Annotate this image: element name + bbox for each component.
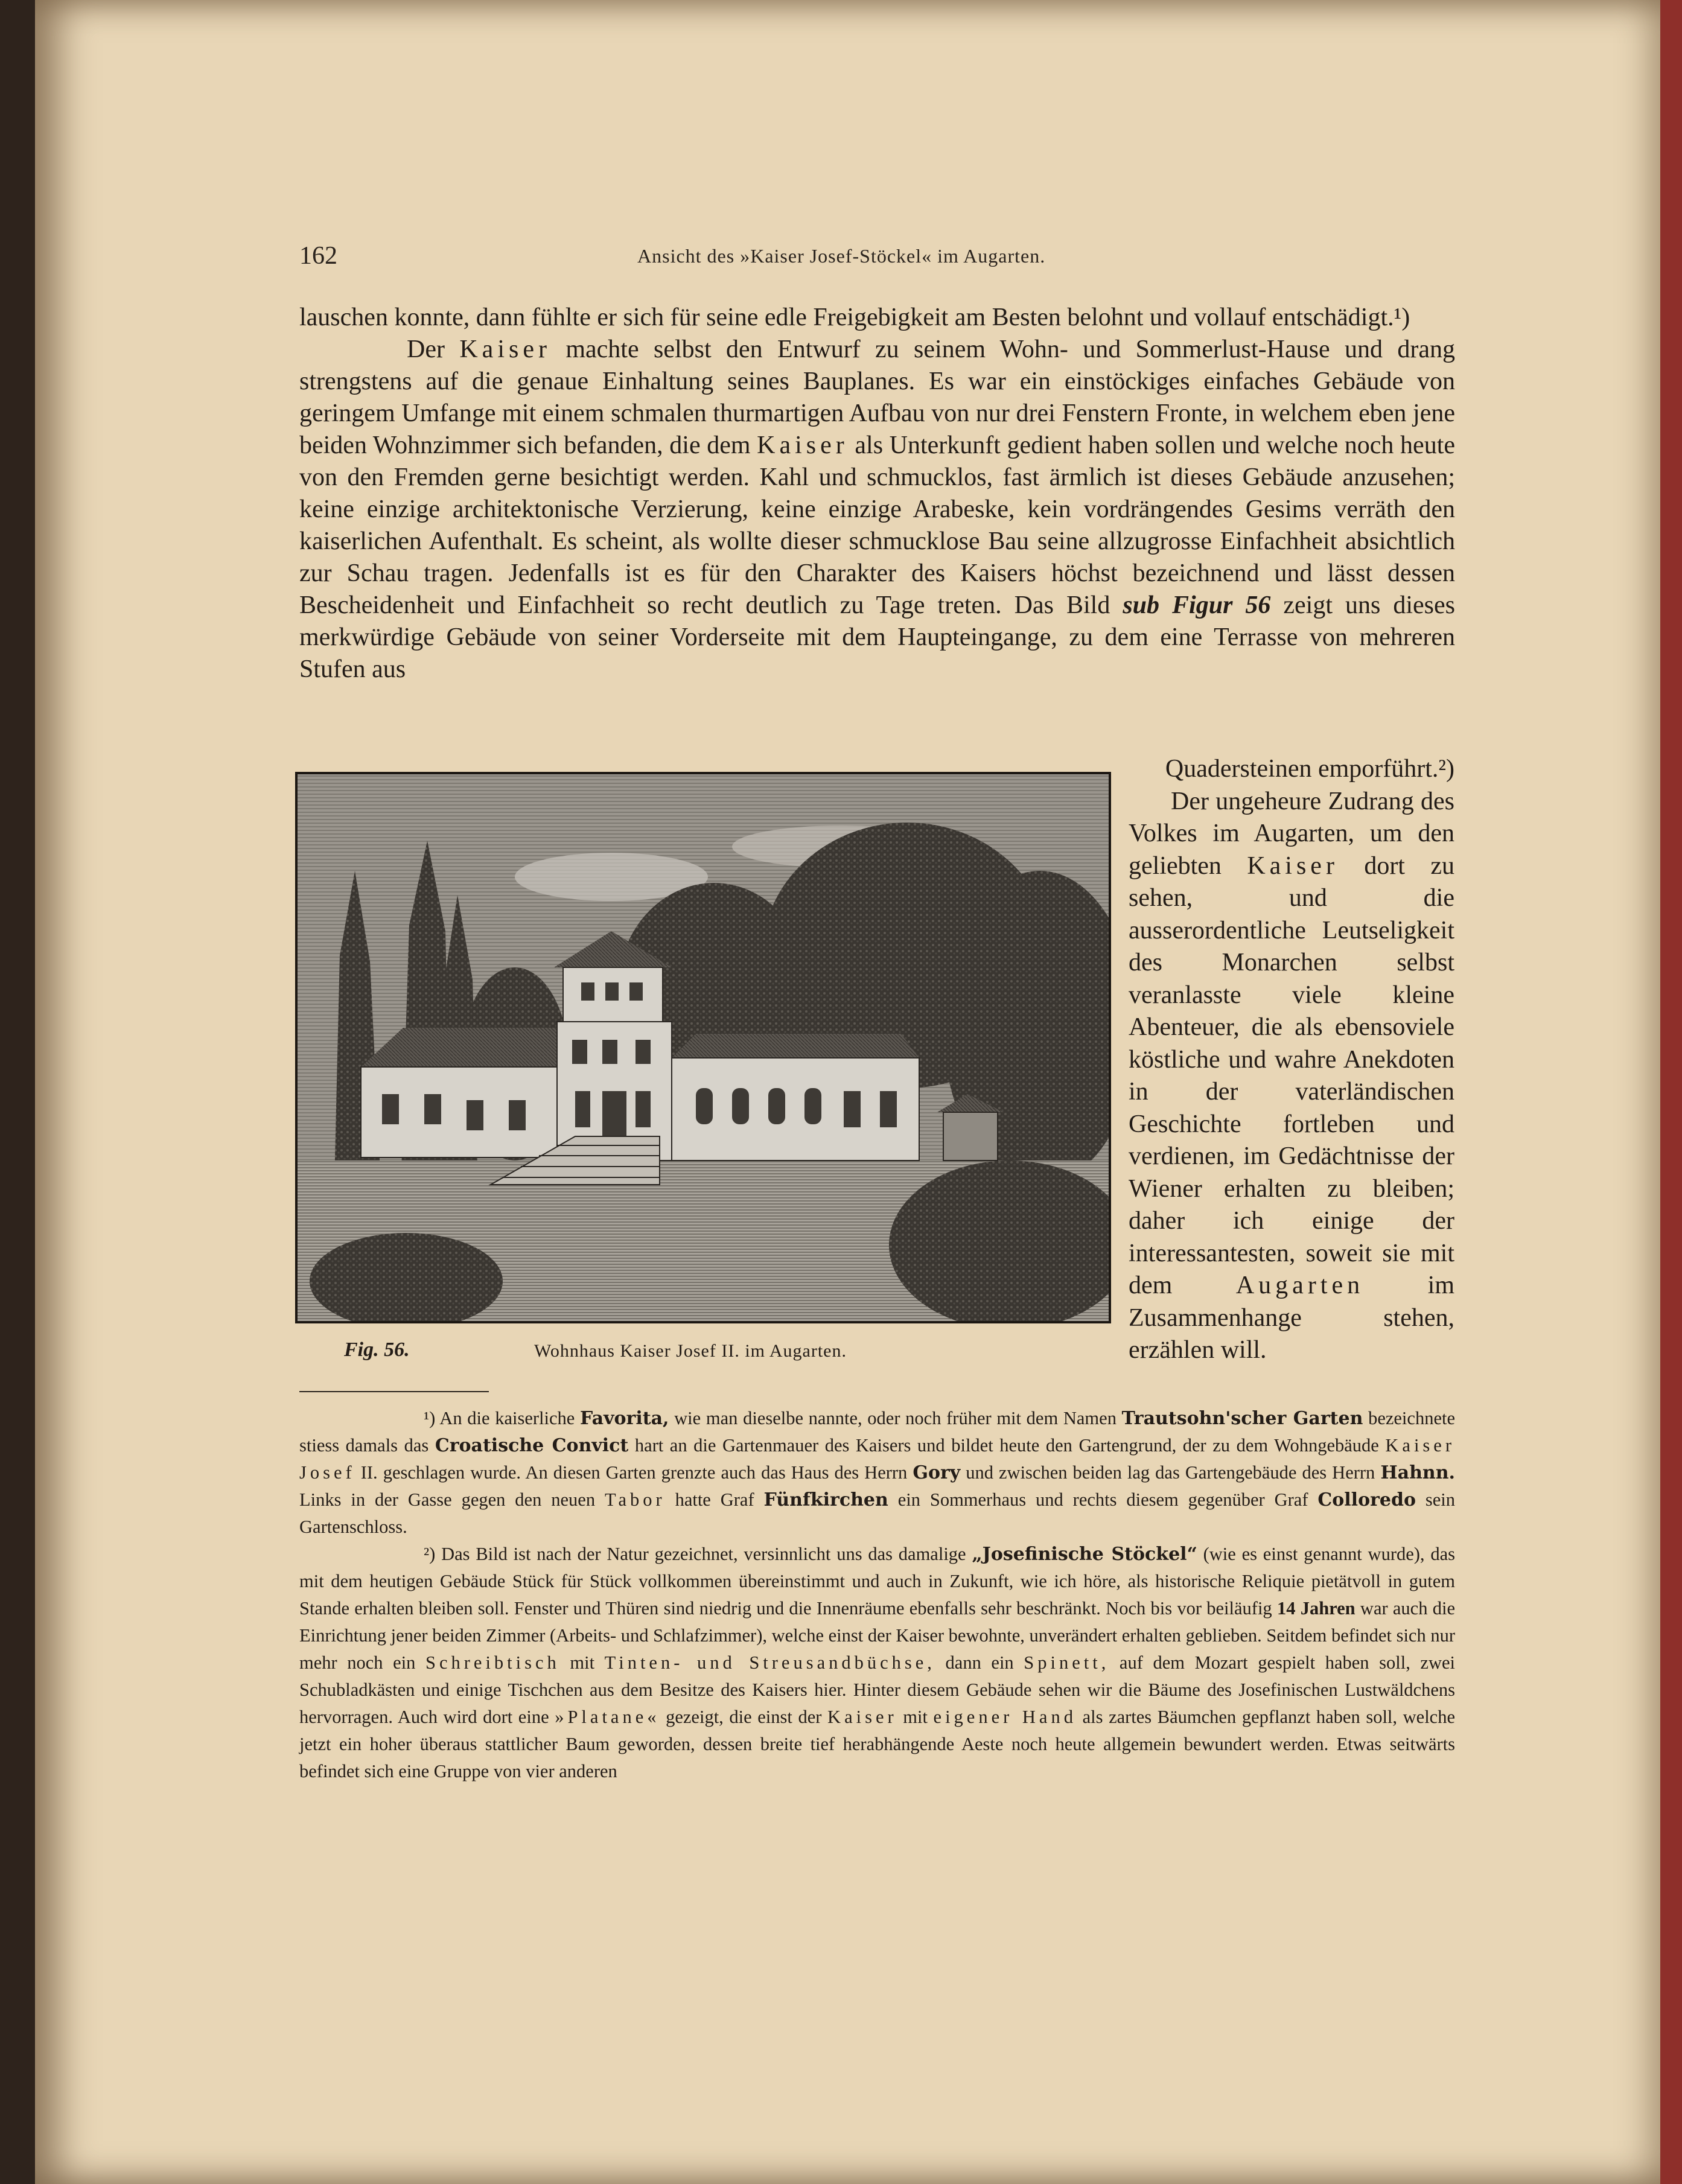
text-span: sein Gartenschloss. — [299, 1489, 1455, 1537]
text-span: Der — [407, 336, 460, 363]
figure-engraving — [295, 772, 1111, 1323]
text-span: Kaiser — [1247, 852, 1339, 880]
running-title: Ansicht des »Kaiser Josef-Stöckel« im Augarten. — [637, 245, 1046, 267]
main-text — [299, 302, 1455, 686]
text-span: im Zusammenhange stehen, erzählen will. — [1129, 1272, 1454, 1364]
figure-caption-text: Wohnhaus Kaiser Josef II. im Augarten. — [534, 1341, 847, 1361]
figure-reference: sub Figur 56 — [1123, 591, 1271, 619]
text-span: Kaiser — [757, 431, 849, 459]
text-span: machte selbst den Entwurf zu seinem Wohn- und Sommerlust-Hause und drang strengstens auf die genaue Einhaltung seines Bauplanes. Es war ein einstöckiges einfaches Gebäude von geringem Umfange mit einem schmalen thurmartigen Aufbau von nur drei Fenstern Fronte, in welchem eben jene beiden Wohnzimmer sich befanden, die dem — [299, 336, 1455, 459]
book-binding-edge — [0, 0, 35, 2184]
text-span: mit — [897, 1707, 934, 1727]
text-span: »Platane« — [555, 1707, 660, 1727]
text-span: wie man dieselbe nannte, oder noch früher mit dem Namen — [669, 1408, 1122, 1428]
figure-label: Fig. 56. — [344, 1339, 410, 1361]
text-span: 14 Jahren — [1276, 1598, 1355, 1619]
footnotes — [299, 1405, 1455, 1785]
text-span: als zartes Bäumchen gepflanzt haben soll, welche jetzt ein hoher überaus stattlicher Baum geworden, dessen breite tief herabhängende Aeste noch heute allgemein bewundert werden. Etwas seitwärts befindet sich eine Gruppe von vier anderen — [299, 1707, 1455, 1781]
text-span: „Josefinische Stöckel“ — [972, 1544, 1197, 1565]
text-span: bezeichnete stiess damals das — [299, 1408, 1455, 1456]
footnote-2 — [299, 1541, 1455, 1785]
text-span: Spinett, — [1024, 1652, 1110, 1673]
text-span: ²) Das Bild ist nach der Natur gezeichnet, versinnlicht uns das damalige — [424, 1544, 972, 1564]
text-span: (wie es einst genannt wurde), das mit dem heutigen Gebäude Stück für Stück vollkommen übereinstimmt und auch in Zukunft, wie ich höre, als historische Reliquie pietätvoll in gutem Stande erhalten bleiben soll. Fenster und Thüren sind niedrig und die Innenräume ebenfalls sehr beschränkt. Noch bis vor beiläufig — [299, 1544, 1455, 1619]
text-span: hart an die Gartenmauer des Kaisers und bildet heute den Gartengrund, der zu dem Wohngebäude — [628, 1435, 1386, 1456]
page-number: 162 — [299, 242, 337, 270]
text-span: Trautsohn'scher Garten — [1121, 1408, 1363, 1429]
house-illustration — [298, 774, 1109, 1321]
text-span: Augarten — [1235, 1272, 1365, 1299]
text-span: ¹) An die kaiserliche — [424, 1408, 580, 1428]
footnote-1 — [299, 1405, 1455, 1541]
text-span: Links in der Gasse gegen den neuen — [299, 1489, 605, 1510]
text-span: dann ein — [935, 1652, 1024, 1673]
text-span: Gory — [913, 1462, 961, 1483]
text-span: Tinten- und Streusandbüchse, — [604, 1652, 935, 1673]
page-header — [299, 241, 1455, 272]
text-span: auf dem Mozart gespielt haben soll, zwei Schubladkästen und einige Tischchen aus dem Besitze des Kaisers hier. Hinter diesem Gebäude sehen wir die Bäume des Josefinischen Lustwäldchens hervorragen. Auch wird dort eine — [299, 1652, 1455, 1727]
text-span: eigener Hand — [933, 1707, 1077, 1727]
paragraph-3 — [1129, 786, 1454, 1367]
text-span: Der ungeheure Zudrang des Volkes im Augarten, um den geliebten — [1129, 787, 1454, 880]
text-span: Hahnn. — [1380, 1462, 1455, 1483]
text-span: II. geschlagen wurde. An diesen Garten grenzte auch das Haus des Herrn — [355, 1462, 913, 1483]
text-span: mit — [559, 1652, 605, 1673]
paragraph-1: lauschen konnte, dann fühlte er sich für seine edle Freigebigkeit am Besten belohnt und vollauf entschädigt.¹) — [299, 304, 1410, 331]
text-span: Croatische Convict — [435, 1435, 629, 1456]
paragraph-2 — [299, 334, 1455, 686]
text-span: Favorita, — [579, 1408, 669, 1429]
text-span: war auch die Einrichtung jener beiden Zimmer (Arbeits- und Schlafzimmer), welche einst der Kaiser bewohnte, unverändert erhalten geblieben. Seitdem befindet sich nur mehr noch ein — [299, 1598, 1455, 1673]
figure-caption — [344, 1339, 1068, 1365]
text-span: zeigt uns dieses merkwürdige Gebäude von seiner Vorderseite mit dem Haupteingange, zu dem eine Terrasse von mehreren Stufen aus — [299, 591, 1455, 683]
text-span: hatte Graf — [665, 1489, 764, 1510]
text-span: gezeigt, die einst der — [660, 1707, 828, 1727]
text-span: Tabor — [604, 1489, 666, 1510]
text-span: Schreibtisch — [425, 1652, 560, 1673]
text-span: Kaiser — [459, 336, 551, 363]
footnote-rule — [299, 1391, 489, 1392]
text-span: als Unterkunft gedient haben sollen und welche noch heute von den Fremden gerne besichtigt werden. Kahl und schmucklos, fast ärmlich ist dieses Gebäude anzusehen; keine einzige architektonische Verzierung, keine einzige Arabeske, kein vordrängendes Gesims verräth den kaiserlichen Aufenthalt. Es scheint, als wollte dieser schmucklose Bau seine allzugrosse Einfachheit absichtlich zur Schau tragen. Jedenfalls ist es für den Charakter des Kaisers höchst bezeichnend und lässt dessen Bescheidenheit und Einfachheit so recht deutlich zu Tage treten. Das Bild — [299, 431, 1456, 619]
column-first-line: Quadersteinen emporführt.²) — [1165, 755, 1454, 783]
text-span: Kaiser Josef — [299, 1435, 1455, 1483]
text-span: dort zu sehen, und die ausserordentliche Leutseligkeit des Monarchen selbst veranlasste viele kleine Abenteuer, die als ebensoviele köstliche und wahre Anekdoten in der vaterländischen Geschichte fortleben und verdienen, im Gedächtnisse der Wiener erhalten zu bleiben; daher ich einige der interessantesten, soweit sie mit dem — [1129, 852, 1454, 1299]
text-span: Fünfkirchen — [763, 1489, 888, 1511]
text-span: und zwischen beiden lag das Gartengebäude des Herrn — [960, 1462, 1381, 1483]
book-cover-edge — [1660, 0, 1682, 2184]
side-column-text — [1129, 753, 1454, 1367]
text-span: Colloredo — [1317, 1489, 1416, 1511]
text-span: Kaiser — [827, 1707, 897, 1727]
text-span: ein Sommerhaus und rechts diesem gegenüber Graf — [888, 1489, 1318, 1510]
